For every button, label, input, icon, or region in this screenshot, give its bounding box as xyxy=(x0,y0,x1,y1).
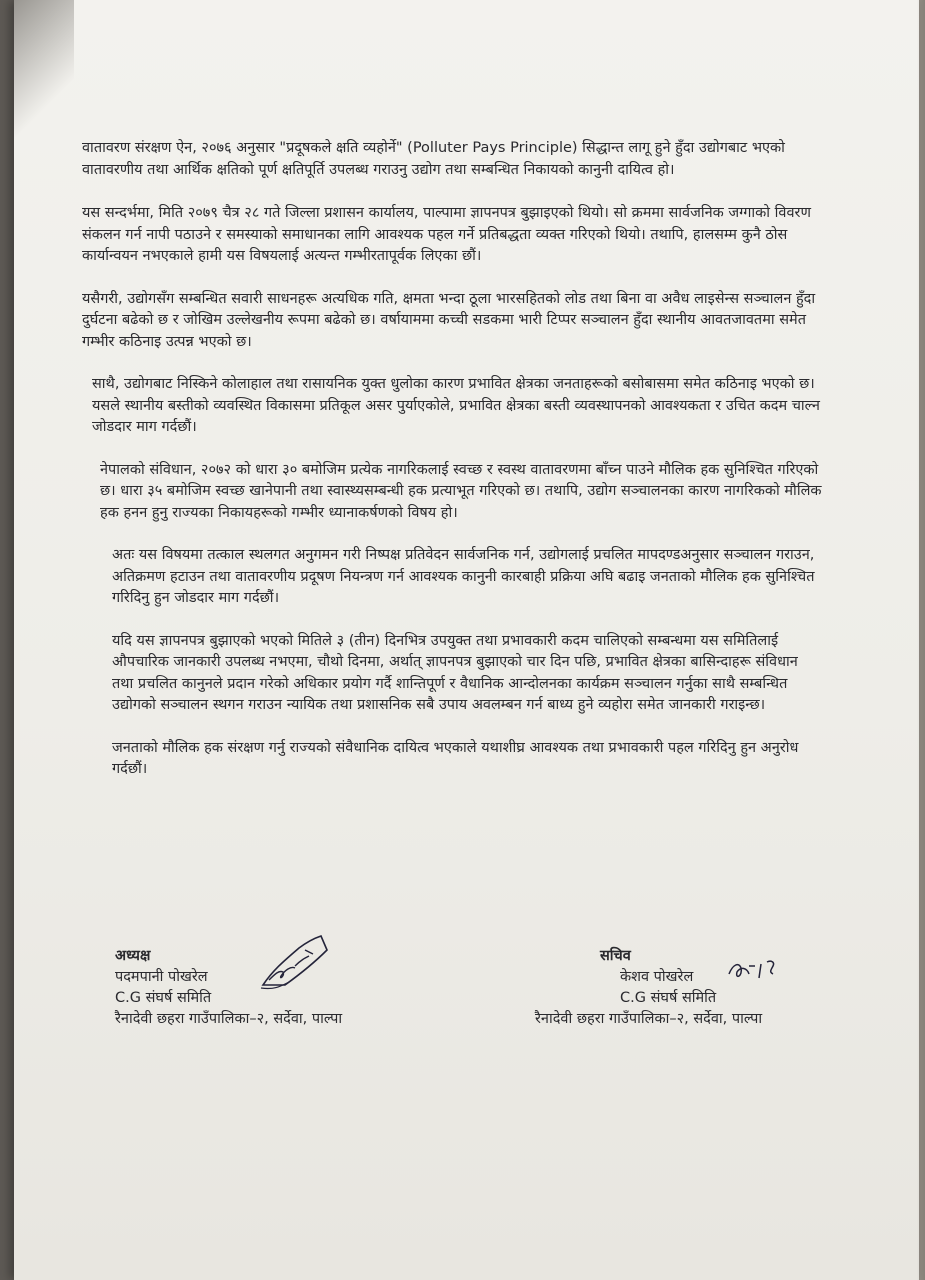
signatory-committee: C.G संघर्ष समिति xyxy=(620,990,717,1006)
paragraph-closing-request: जनताको मौलिक हक संरक्षण गर्नु राज्यको संवैधानिक दायित्व भएकाले यथाशीघ्र आवश्यक तथा प्रभावकारी पहल गरिदिनु हुन अनुरोध गर्दछौं। xyxy=(112,739,799,777)
signatory-address: रैनादेवी छहरा गाउँपालिका–२, सर्देवा, पाल्पा xyxy=(535,1011,763,1027)
signatory-name: पदमपानी पोखरेल xyxy=(115,969,208,985)
page-edge-shadow xyxy=(917,0,925,1280)
handwritten-signature-right xyxy=(725,956,785,986)
paragraph-ultimatum: यदि यस ज्ञापनपत्र बुझाएको भएको मितिले ३ (तीन) दिनभित्र उपयुक्त तथा प्रभावकारी कदम चालिएको सम्बन्धमा यस समितिलाई औपचारिक जानकारी उपलब्ध नभएमा, चौथो दिनमा, अर्थात् ज्ञापनपत्र बुझाएको चार दिन पछि, प्रभावित क्षेत्रका बासिन्दाहरू संविधान तथा प्रचलित कानुनले प्रदान गरेको अधिकार प्रयोग गर्दै शान्तिपूर्ण र वैधानिक आन्दोलनका कार्यक्रम सञ्चालन गर्नुका साथै सम्बन्धित उद्योगको सञ्चालन स्थगन गराउन न्यायिक तथा प्रशासनिक सबै उपाय अवलम्बन गर्न बाध्य हुने व्यहोरा समेत जानकारी गराइन्छ। xyxy=(112,632,798,713)
document-body xyxy=(82,138,822,802)
paragraph-constitution-rights: नेपालको संविधान, २०७२ को धारा ३० बमोजिम प्रत्येक नागरिकलाई स्वच्छ र स्वस्थ वातावरणमा बाँच्न पाउने मौलिक हक सुनिश्चित गरिएको छ। धारा ३५ बमोजिम स्वच्छ खानेपानी तथा स्वास्थ्यसम्बन्धी हक प्रत्याभूत गरिएको छ। तथापि, उद्योग सञ्चालनका कारण नागरिकको मौलिक हक हनन हुनु राज्यका निकायहरूको गम्भीर ध्यानाकर्षणको विषय हो। xyxy=(100,461,822,521)
paragraph-memorandum-context: यस सन्दर्भमा, मिति २०७९ चैत्र २८ गते जिल्ला प्रशासन कार्यालय, पाल्पामा ज्ञापनपत्र बुझाइएको थियो। सो क्रममा सार्वजनिक जग्गाको विवरण संकलन गर्न नापी पठाउने र समस्याको समाधानका लागि आवश्यक पहल गर्ने प्रतिबद्धता व्यक्त गरिएको थियो। तथापि, हालसम्म कुनै ठोस कार्यान्वयन नभएकाले हामी यस विषयलाई अत्यन्त गम्भीरतापूर्वक लिएका छौं। xyxy=(82,205,811,264)
signatory-title: सचिव xyxy=(600,948,631,964)
paragraph-vehicle-safety: यसैगरी, उद्योगसँग सम्बन्धित सवारी साधनहरू अत्यधिक गति, क्षमता भन्दा ठूला भारसहितको लोड तथा बिना वा अवैध लाइसेन्स सञ्चालन हुँदा दुर्घटना बढेको छ र जोखिम उल्लेखनीय रूपमा बढेको छ। वर्षायाममा कच्ची सडकमा भारी टिप्पर सञ्चालन हुँदा स्थानीय आवतजावतमा समेत गम्भीर कठिनाइ उत्पन्न भएको छ। xyxy=(82,290,816,350)
page-fold-shadow xyxy=(14,0,74,140)
signatory-committee: C.G संघर्ष समिति xyxy=(115,990,212,1006)
signatory-address: रैनादेवी छहरा गाउँपालिका–२, सर्देवा, पाल्पा xyxy=(115,1011,343,1027)
signatory-title: अध्यक्ष xyxy=(115,948,151,964)
paragraph-polluter-pays: वातावरण संरक्षण ऐन, २०७६ अनुसार "प्रदूषकले क्षति व्यहोर्ने" (Polluter Pays Principle) सिद्धान्त लागू हुने हुँदा उद्योगबाट भएको वातावरणीय तथा आर्थिक क्षतिको पूर्ण क्षतिपूर्ति उपलब्ध गराउनु उद्योग तथा सम्बन्धित निकायको कानुनी दायित्व हो। xyxy=(82,140,785,178)
paragraph-demands: अतः यस विषयमा तत्काल स्थलगत अनुगमन गरी निष्पक्ष प्रतिवेदन सार्वजनिक गर्न, उद्योगलाई प्रचलित मापदण्डअनुसार सञ्चालन गराउन, अतिक्रमण हटाउन तथा वातावरणीय प्रदूषण नियन्त्रण गर्न आवश्यक कानुनी कारबाही प्रक्रिया अघि बढाइ जनताको मौलिक हक सुनिश्चित गरिदिनु हुन जोडदार माग गर्दछौं। xyxy=(112,547,815,606)
handwritten-signature-left xyxy=(255,930,335,1000)
paragraph-noise-dust: साथै, उद्योगबाट निस्किने कोलाहाल तथा रासायनिक युक्त धुलोका कारण प्रभावित क्षेत्रका जनताहरूको बसोबासमा समेत कठिनाइ भएको छ। यसले स्थानीय बस्तीको व्यवस्थित विकासमा प्रतिकूल असर पुर्याएकोले, प्रभावित क्षेत्रका बस्ती व्यवस्थापनको आवश्यकता र उचित कदम चाल्न जोडदार माग गर्दछौं। xyxy=(92,376,820,435)
signatory-name: केशव पोखरेल xyxy=(620,969,694,985)
